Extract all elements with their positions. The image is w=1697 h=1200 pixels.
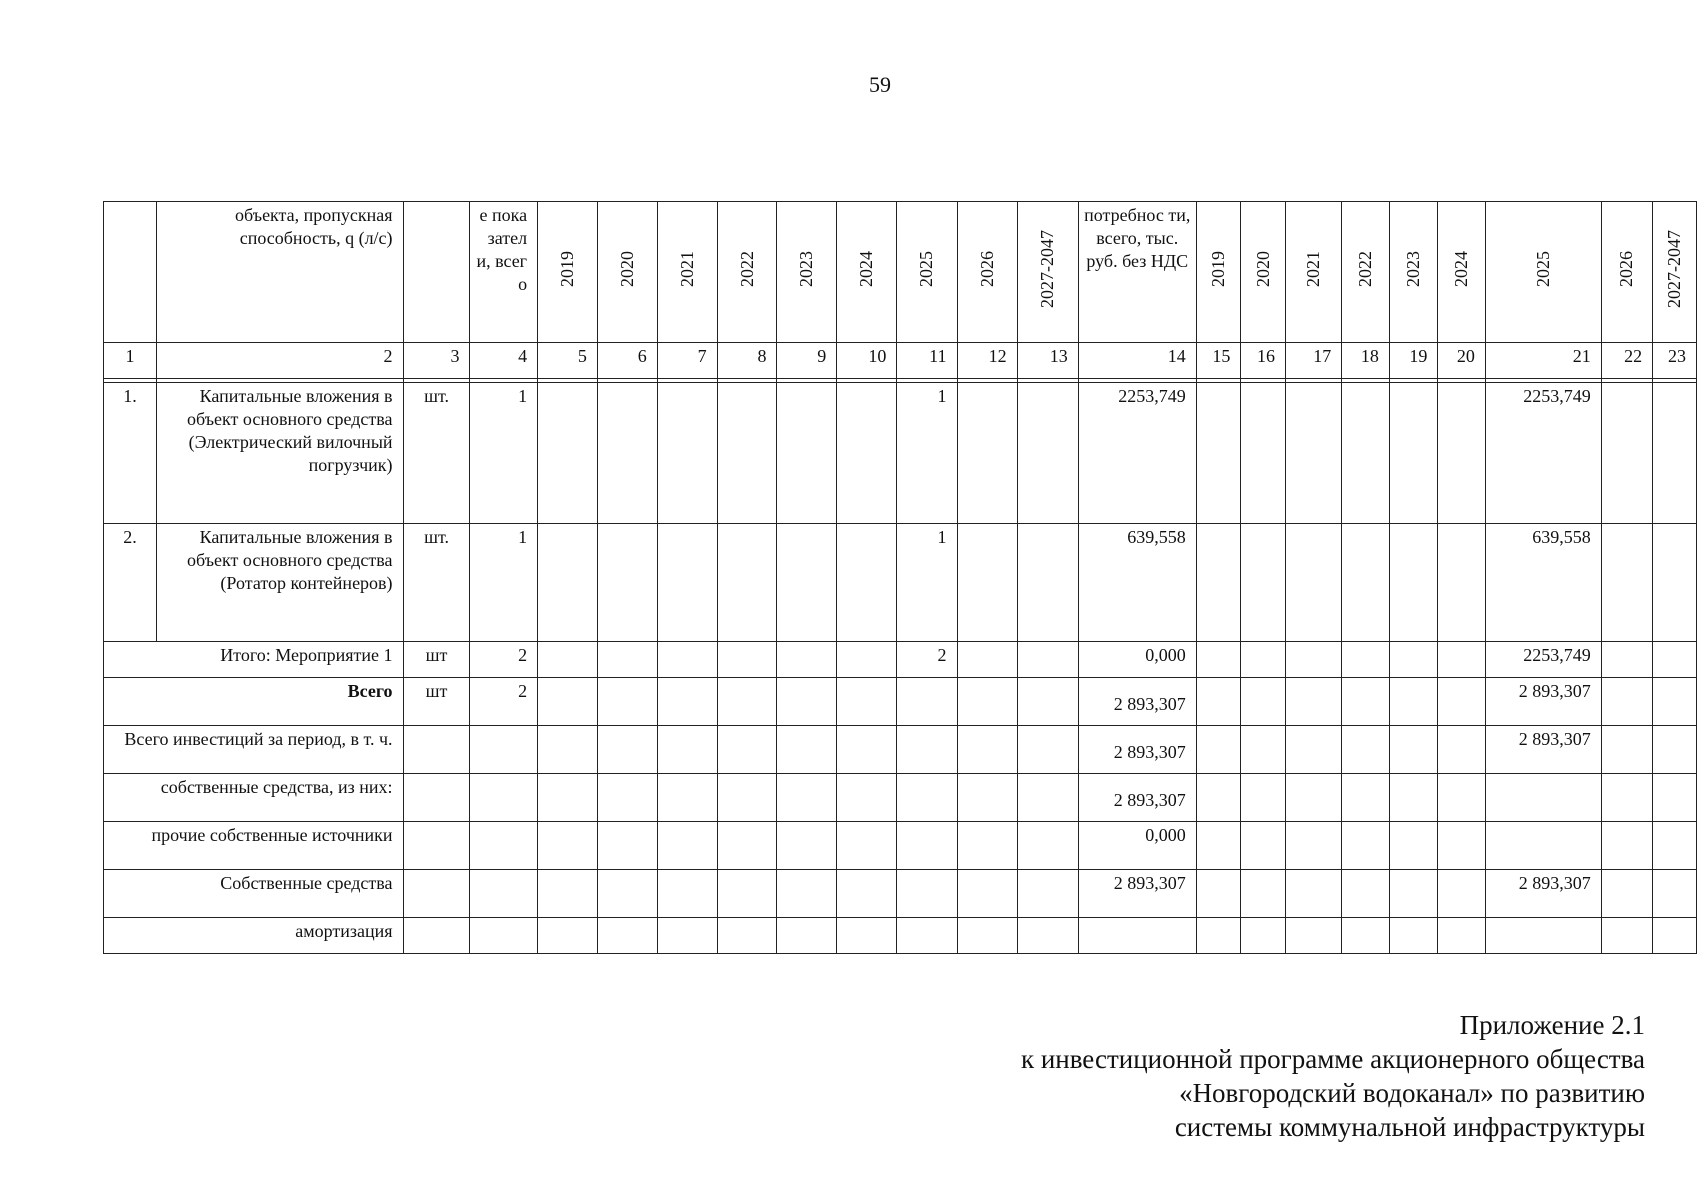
empty-cell	[717, 774, 777, 822]
empty-cell	[957, 918, 1017, 954]
empty-cell	[597, 918, 657, 954]
empty-cell	[1017, 870, 1078, 918]
summary-row	[104, 918, 1697, 954]
column-number: 9	[777, 343, 837, 379]
empty-cell	[1342, 383, 1390, 524]
grand-total-count: 2	[470, 678, 538, 726]
item-need-total: 2253,749	[1078, 383, 1196, 524]
grand-total-label: Всего	[104, 678, 404, 726]
empty-cell	[717, 678, 777, 726]
empty-cell	[403, 202, 470, 343]
empty-cell	[1342, 918, 1390, 954]
empty-cell	[1438, 642, 1486, 678]
empty-cell	[1653, 870, 1697, 918]
empty-cell	[597, 678, 657, 726]
column-number: 2	[157, 343, 404, 379]
empty-cell	[1438, 678, 1486, 726]
year-label: 2019	[556, 251, 577, 287]
empty-cell	[403, 822, 470, 870]
year-header	[717, 202, 777, 343]
empty-cell	[1286, 383, 1342, 524]
year-header	[1601, 202, 1652, 343]
table-row	[104, 383, 1697, 524]
empty-cell	[777, 678, 837, 726]
year-label: 2025	[916, 251, 937, 287]
empty-cell	[1653, 774, 1697, 822]
empty-cell	[538, 918, 598, 954]
item-name: Капитальные вложения в объект основного средства (Электрический вилочный погрузчик)	[157, 383, 404, 524]
subtotal-need-2025: 2253,749	[1485, 642, 1601, 678]
empty-cell	[777, 774, 837, 822]
year-label: 2022	[736, 251, 757, 287]
column-number: 22	[1601, 343, 1652, 379]
header-funding-need: потребнос ти, всего, тыс. руб. без НДС	[1078, 202, 1196, 343]
item-need-2025: 639,558	[1485, 524, 1601, 642]
column-number: 19	[1389, 343, 1438, 379]
item-unit: шт.	[403, 524, 470, 642]
item-number: 2.	[104, 524, 157, 642]
empty-cell	[657, 918, 717, 954]
empty-cell	[1017, 822, 1078, 870]
empty-cell	[1389, 524, 1438, 642]
empty-cell	[657, 822, 717, 870]
empty-cell	[957, 524, 1017, 642]
year-header	[1196, 202, 1241, 343]
empty-cell	[1196, 822, 1241, 870]
empty-cell	[717, 642, 777, 678]
appendix-line: «Новгородский водоканал» по развитию	[1179, 1078, 1645, 1108]
appendix-title: Приложение 2.1	[1459, 1010, 1645, 1040]
empty-cell	[470, 918, 538, 954]
header-object-capacity: объекта, пропускная способность, q (л/с)	[157, 202, 404, 343]
column-number: 17	[1286, 343, 1342, 379]
empty-cell	[538, 774, 598, 822]
empty-cell	[597, 726, 657, 774]
year-label: 2021	[1303, 251, 1324, 287]
empty-cell	[957, 774, 1017, 822]
year-header	[1653, 202, 1697, 343]
empty-cell	[837, 918, 897, 954]
year-label: 2027-2047	[1037, 230, 1058, 308]
item-total: 1	[470, 383, 538, 524]
empty-cell	[1196, 870, 1241, 918]
empty-cell	[777, 822, 837, 870]
item-need-total: 639,558	[1078, 524, 1196, 642]
empty-cell	[957, 383, 1017, 524]
empty-cell	[1241, 774, 1286, 822]
empty-cell	[837, 524, 897, 642]
summary-need-total	[1078, 918, 1196, 954]
empty-cell	[657, 642, 717, 678]
empty-cell	[597, 774, 657, 822]
empty-cell	[403, 726, 470, 774]
column-number: 16	[1241, 343, 1286, 379]
empty-cell	[1389, 642, 1438, 678]
empty-cell	[1389, 918, 1438, 954]
empty-cell	[1438, 822, 1486, 870]
year-header	[837, 202, 897, 343]
empty-cell	[717, 822, 777, 870]
empty-cell	[1389, 726, 1438, 774]
empty-cell	[1342, 822, 1390, 870]
year-header	[1342, 202, 1390, 343]
empty-cell	[897, 870, 957, 918]
column-number: 7	[657, 343, 717, 379]
empty-cell	[957, 870, 1017, 918]
subtotal-row	[104, 642, 1697, 678]
empty-cell	[837, 774, 897, 822]
empty-cell	[1196, 726, 1241, 774]
empty-cell	[538, 678, 598, 726]
table-row	[104, 524, 1697, 642]
item-2025-count: 1	[897, 524, 957, 642]
summary-need-2025: 2 893,307	[1485, 870, 1601, 918]
column-number: 12	[957, 343, 1017, 379]
empty-cell	[1017, 726, 1078, 774]
empty-cell	[957, 642, 1017, 678]
year-label: 2027-2047	[1664, 230, 1685, 308]
empty-cell	[1342, 678, 1390, 726]
item-name: Капитальные вложения в объект основного средства (Ротатор контейнеров)	[157, 524, 404, 642]
empty-cell	[1653, 726, 1697, 774]
empty-cell	[1438, 524, 1486, 642]
empty-cell	[1196, 678, 1241, 726]
empty-cell	[1601, 524, 1652, 642]
year-header	[897, 202, 957, 343]
empty-cell	[777, 918, 837, 954]
empty-cell	[1438, 918, 1486, 954]
empty-cell	[777, 642, 837, 678]
empty-cell	[777, 870, 837, 918]
empty-cell	[1196, 774, 1241, 822]
empty-cell	[538, 524, 598, 642]
empty-cell	[1241, 822, 1286, 870]
year-header	[1286, 202, 1342, 343]
summary-need-2025	[1485, 822, 1601, 870]
empty-cell	[1017, 524, 1078, 642]
empty-cell	[1286, 678, 1342, 726]
year-label: 2025	[1532, 251, 1553, 287]
empty-cell	[538, 726, 598, 774]
empty-cell	[597, 383, 657, 524]
empty-cell	[1389, 870, 1438, 918]
year-header	[957, 202, 1017, 343]
empty-cell	[1342, 870, 1390, 918]
empty-cell	[657, 678, 717, 726]
summary-need-2025	[1485, 774, 1601, 822]
empty-cell	[1196, 383, 1241, 524]
empty-cell	[717, 383, 777, 524]
empty-cell	[1017, 774, 1078, 822]
empty-cell	[897, 822, 957, 870]
year-label: 2026	[1616, 251, 1637, 287]
empty-cell	[597, 870, 657, 918]
column-number: 1	[104, 343, 157, 379]
investment-table	[103, 201, 1697, 954]
column-number: 13	[1017, 343, 1078, 379]
empty-cell	[1241, 524, 1286, 642]
year-header	[1485, 202, 1601, 343]
empty-cell	[538, 870, 598, 918]
summary-label: Собственные средства	[104, 870, 404, 918]
empty-cell	[1438, 726, 1486, 774]
empty-cell	[403, 870, 470, 918]
empty-cell	[1017, 918, 1078, 954]
empty-cell	[717, 726, 777, 774]
item-unit: шт.	[403, 383, 470, 524]
empty-cell	[837, 678, 897, 726]
summary-need-2025	[1485, 918, 1601, 954]
empty-cell	[897, 774, 957, 822]
empty-cell	[1286, 524, 1342, 642]
empty-cell	[1389, 774, 1438, 822]
empty-cell	[1653, 822, 1697, 870]
empty-cell	[1601, 383, 1652, 524]
empty-cell	[1241, 642, 1286, 678]
subtotal-unit: шт	[403, 642, 470, 678]
summary-row	[104, 870, 1697, 918]
empty-cell	[1241, 918, 1286, 954]
empty-cell	[1241, 726, 1286, 774]
empty-cell	[597, 524, 657, 642]
empty-cell	[777, 524, 837, 642]
empty-cell	[1601, 918, 1652, 954]
header-indicator-total: е пока зател и, всег о	[470, 202, 538, 343]
year-header	[1438, 202, 1486, 343]
empty-cell	[1286, 774, 1342, 822]
empty-cell	[837, 822, 897, 870]
item-number: 1.	[104, 383, 157, 524]
year-header	[1017, 202, 1078, 343]
year-header	[597, 202, 657, 343]
empty-cell	[777, 726, 837, 774]
column-number: 10	[837, 343, 897, 379]
empty-cell	[538, 642, 598, 678]
empty-cell	[1241, 678, 1286, 726]
year-label: 2023	[796, 251, 817, 287]
empty-cell	[897, 726, 957, 774]
empty-cell	[1286, 870, 1342, 918]
empty-cell	[1241, 383, 1286, 524]
empty-cell	[538, 383, 598, 524]
item-2025-count: 1	[897, 383, 957, 524]
empty-cell	[1196, 642, 1241, 678]
year-header	[657, 202, 717, 343]
empty-cell	[1653, 642, 1697, 678]
empty-cell	[1342, 774, 1390, 822]
empty-cell	[1438, 870, 1486, 918]
column-number: 3	[403, 343, 470, 379]
year-label: 2020	[1252, 251, 1273, 287]
column-number: 11	[897, 343, 957, 379]
empty-cell	[837, 870, 897, 918]
column-number: 23	[1653, 343, 1697, 379]
empty-cell	[403, 918, 470, 954]
item-need-2025: 2253,749	[1485, 383, 1601, 524]
summary-label: прочие собственные источники	[104, 822, 404, 870]
empty-cell	[837, 726, 897, 774]
column-number: 14	[1078, 343, 1196, 379]
empty-cell	[1601, 774, 1652, 822]
empty-cell	[470, 774, 538, 822]
empty-cell	[837, 642, 897, 678]
grand-total-row	[104, 678, 1697, 726]
empty-cell	[1286, 726, 1342, 774]
empty-cell	[597, 642, 657, 678]
empty-cell	[1438, 383, 1486, 524]
summary-need-total: 0,000	[1078, 822, 1196, 870]
year-header	[1389, 202, 1438, 343]
empty-cell	[1342, 726, 1390, 774]
summary-label: Всего инвестиций за период, в т. ч.	[104, 726, 404, 774]
empty-cell	[1601, 726, 1652, 774]
grand-need-total: 2 893,307	[1078, 678, 1196, 726]
summary-need-total: 2 893,307	[1078, 870, 1196, 918]
column-number-row	[104, 343, 1697, 379]
summary-label: амортизация	[104, 918, 404, 954]
empty-cell	[957, 822, 1017, 870]
summary-need-total: 2 893,307	[1078, 774, 1196, 822]
appendix-note	[1021, 1008, 1645, 1144]
year-header	[777, 202, 837, 343]
column-number: 15	[1196, 343, 1241, 379]
year-label: 2024	[1451, 251, 1472, 287]
empty-cell	[837, 383, 897, 524]
empty-cell	[657, 870, 717, 918]
year-label: 2022	[1355, 251, 1376, 287]
subtotal-2025-count: 2	[897, 642, 957, 678]
empty-cell	[1196, 918, 1241, 954]
empty-cell	[717, 918, 777, 954]
empty-cell	[1438, 774, 1486, 822]
empty-cell	[1196, 524, 1241, 642]
item-total: 1	[470, 524, 538, 642]
column-number: 18	[1342, 343, 1390, 379]
empty-cell	[657, 383, 717, 524]
year-label: 2024	[856, 251, 877, 287]
year-label: 2026	[976, 251, 997, 287]
column-number: 4	[470, 343, 538, 379]
summary-row	[104, 774, 1697, 822]
year-header	[538, 202, 598, 343]
empty-cell	[957, 726, 1017, 774]
empty-cell	[1017, 383, 1078, 524]
column-number: 20	[1438, 343, 1486, 379]
empty-cell	[717, 524, 777, 642]
empty-cell	[1286, 642, 1342, 678]
column-number: 6	[597, 343, 657, 379]
empty-cell	[1389, 678, 1438, 726]
empty-cell	[1601, 642, 1652, 678]
empty-cell	[1286, 822, 1342, 870]
empty-cell	[1342, 524, 1390, 642]
empty-cell	[1017, 678, 1078, 726]
empty-cell	[897, 918, 957, 954]
summary-row	[104, 822, 1697, 870]
empty-cell	[777, 383, 837, 524]
summary-label: собственные средства, из них:	[104, 774, 404, 822]
year-label: 2020	[616, 251, 637, 287]
subtotal-label: Итого: Мероприятие 1	[104, 642, 404, 678]
empty-cell	[657, 726, 717, 774]
year-label: 2023	[1403, 251, 1424, 287]
empty-cell	[1653, 678, 1697, 726]
empty-cell	[1601, 822, 1652, 870]
empty-cell	[717, 870, 777, 918]
grand-total-unit: шт	[403, 678, 470, 726]
column-number: 8	[717, 343, 777, 379]
empty-cell	[1653, 383, 1697, 524]
appendix-line: системы коммунальной инфраструктуры	[1174, 1112, 1645, 1142]
year-label: 2019	[1208, 251, 1229, 287]
summary-need-2025: 2 893,307	[1485, 726, 1601, 774]
empty-cell	[470, 726, 538, 774]
empty-cell	[897, 678, 957, 726]
empty-cell	[1389, 822, 1438, 870]
empty-cell	[1342, 642, 1390, 678]
summary-row	[104, 726, 1697, 774]
empty-cell	[657, 524, 717, 642]
page-number: 59	[869, 72, 891, 97]
empty-cell	[403, 774, 470, 822]
subtotal-total: 2	[470, 642, 538, 678]
empty-cell	[657, 774, 717, 822]
empty-cell	[1389, 383, 1438, 524]
column-number: 5	[538, 343, 598, 379]
empty-cell	[597, 822, 657, 870]
empty-cell	[1653, 524, 1697, 642]
empty-cell	[470, 822, 538, 870]
year-header	[1241, 202, 1286, 343]
empty-cell	[1286, 918, 1342, 954]
empty-cell	[1653, 918, 1697, 954]
empty-cell	[1601, 870, 1652, 918]
header-row	[104, 202, 1697, 343]
appendix-line: к инвестиционной программе акционерного общества	[1020, 1044, 1645, 1074]
empty-cell	[1017, 642, 1078, 678]
empty-cell	[1241, 870, 1286, 918]
empty-cell	[538, 822, 598, 870]
grand-need-2025: 2 893,307	[1485, 678, 1601, 726]
subtotal-need-total: 0,000	[1078, 642, 1196, 678]
year-label: 2021	[676, 251, 697, 287]
summary-need-total: 2 893,307	[1078, 726, 1196, 774]
empty-cell	[470, 870, 538, 918]
empty-cell	[1601, 678, 1652, 726]
empty-cell	[104, 202, 157, 343]
empty-cell	[957, 678, 1017, 726]
column-number: 21	[1485, 343, 1601, 379]
